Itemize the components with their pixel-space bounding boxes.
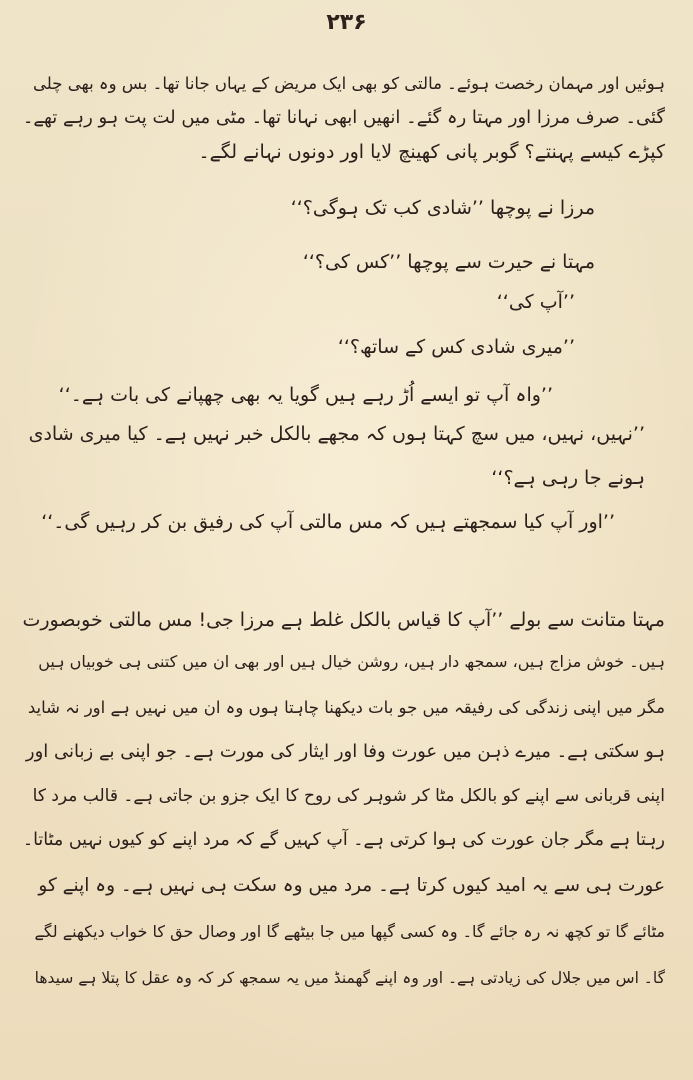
page-number: ۲۳۶: [326, 10, 367, 35]
text-line: مہتا متانت سے بولے ’’آپ کا قیاس بالکل غلط ہے مرزا جی! مس مالتی خوبصورت: [22, 609, 665, 631]
text-line: عورت ہی سے یہ امید کیوں کرتا ہے۔ مرد میں وہ سکت ہی نہیں ہے۔ وہ اپنے کو: [38, 875, 665, 896]
dialogue-line: ’’میری شادی کس کے ساتھ؟‘‘: [337, 336, 575, 358]
text-line: ہیں۔ خوش مزاج ہیں، سمجھ دار ہیں، روشن خیال ہیں اور بھی ان میں کتنی ہی خوبیاں ہیں: [38, 652, 665, 671]
dialogue-line: مرزا نے پوچھا ’’شادی کب تک ہوگی؟‘‘: [290, 197, 595, 219]
text-line: گئی۔ صرف مرزا اور مہتا رہ گئے۔ انھیں ابھی نہانا تھا۔ مٹی میں لت پت ہو رہے تھے۔: [22, 107, 665, 128]
text-line: کپڑے کیسے پہنتے؟ گوبر پانی کھینچ لایا اور دونوں نہانے لگے۔: [198, 141, 665, 163]
dialogue-line: ’’اور آپ کیا سمجھتے ہیں کہ مس مالتی آپ کی رفیق بن کر رہیں گی۔‘‘: [41, 511, 615, 533]
text-line: اپنی قربانی سے اپنے کو بالکل مٹا کر شوہر کی روح کا ایک جزو بن جاتی ہے۔ قالب مرد کا: [32, 786, 665, 806]
text-line: گا۔ اس میں جلال کی زیادتی ہے۔ اور وہ اپنے گھمنڈ میں یہ سمجھ کر کہ وہ عقل کا پتلا ہے سیدھا: [34, 969, 665, 987]
dialogue-line: ’’آپ کی‘‘: [496, 291, 575, 313]
text-line: ہوئیں اور مہمان رخصت ہوئے۔ مالتی کو بھی ایک مریض کے یہاں جانا تھا۔ بس وہ بھی چلی: [33, 74, 665, 93]
text-line: مگر میں اپنی زندگی کی رفیقہ میں جو بات دیکھنا چاہتا ہوں وہ ان میں نہیں ہے اور نہ شاید: [27, 698, 665, 717]
text-line: رہتا ہے مگر جان عورت کی ہوا کرتی ہے۔ آپ کہیں گے کہ مرد اپنے کو کیوں نہیں مٹاتا۔: [22, 830, 665, 850]
dialogue-line: ’’واہ آپ تو ایسے اُڑ رہے ہیں گویا یہ بھی چھپانے کی بات ہے۔‘‘: [58, 384, 553, 406]
dialogue-line: ’’نہیں، نہیں، میں سچ کہتا ہوں کہ مجھے بالکل خبر نہیں ہے۔ کیا میری شادی: [28, 423, 645, 445]
text-line: مٹائے گا تو کچھ نہ رہ جائے گا۔ وہ کسی گپھا میں جا بیٹھے گا اور وصال حق کا خواب دیکھنے لگے: [34, 922, 665, 941]
dialogue-line: مہتا نے حیرت سے پوچھا ’’کس کی؟‘‘: [302, 251, 595, 273]
text-line: ہو سکتی ہے۔ میرے ذہن میں عورت وفا اور ایثار کی مورت ہے۔ جو اپنی بے زبانی اور: [25, 741, 665, 762]
dialogue-line: ہونے جا رہی ہے؟‘‘: [491, 467, 645, 489]
